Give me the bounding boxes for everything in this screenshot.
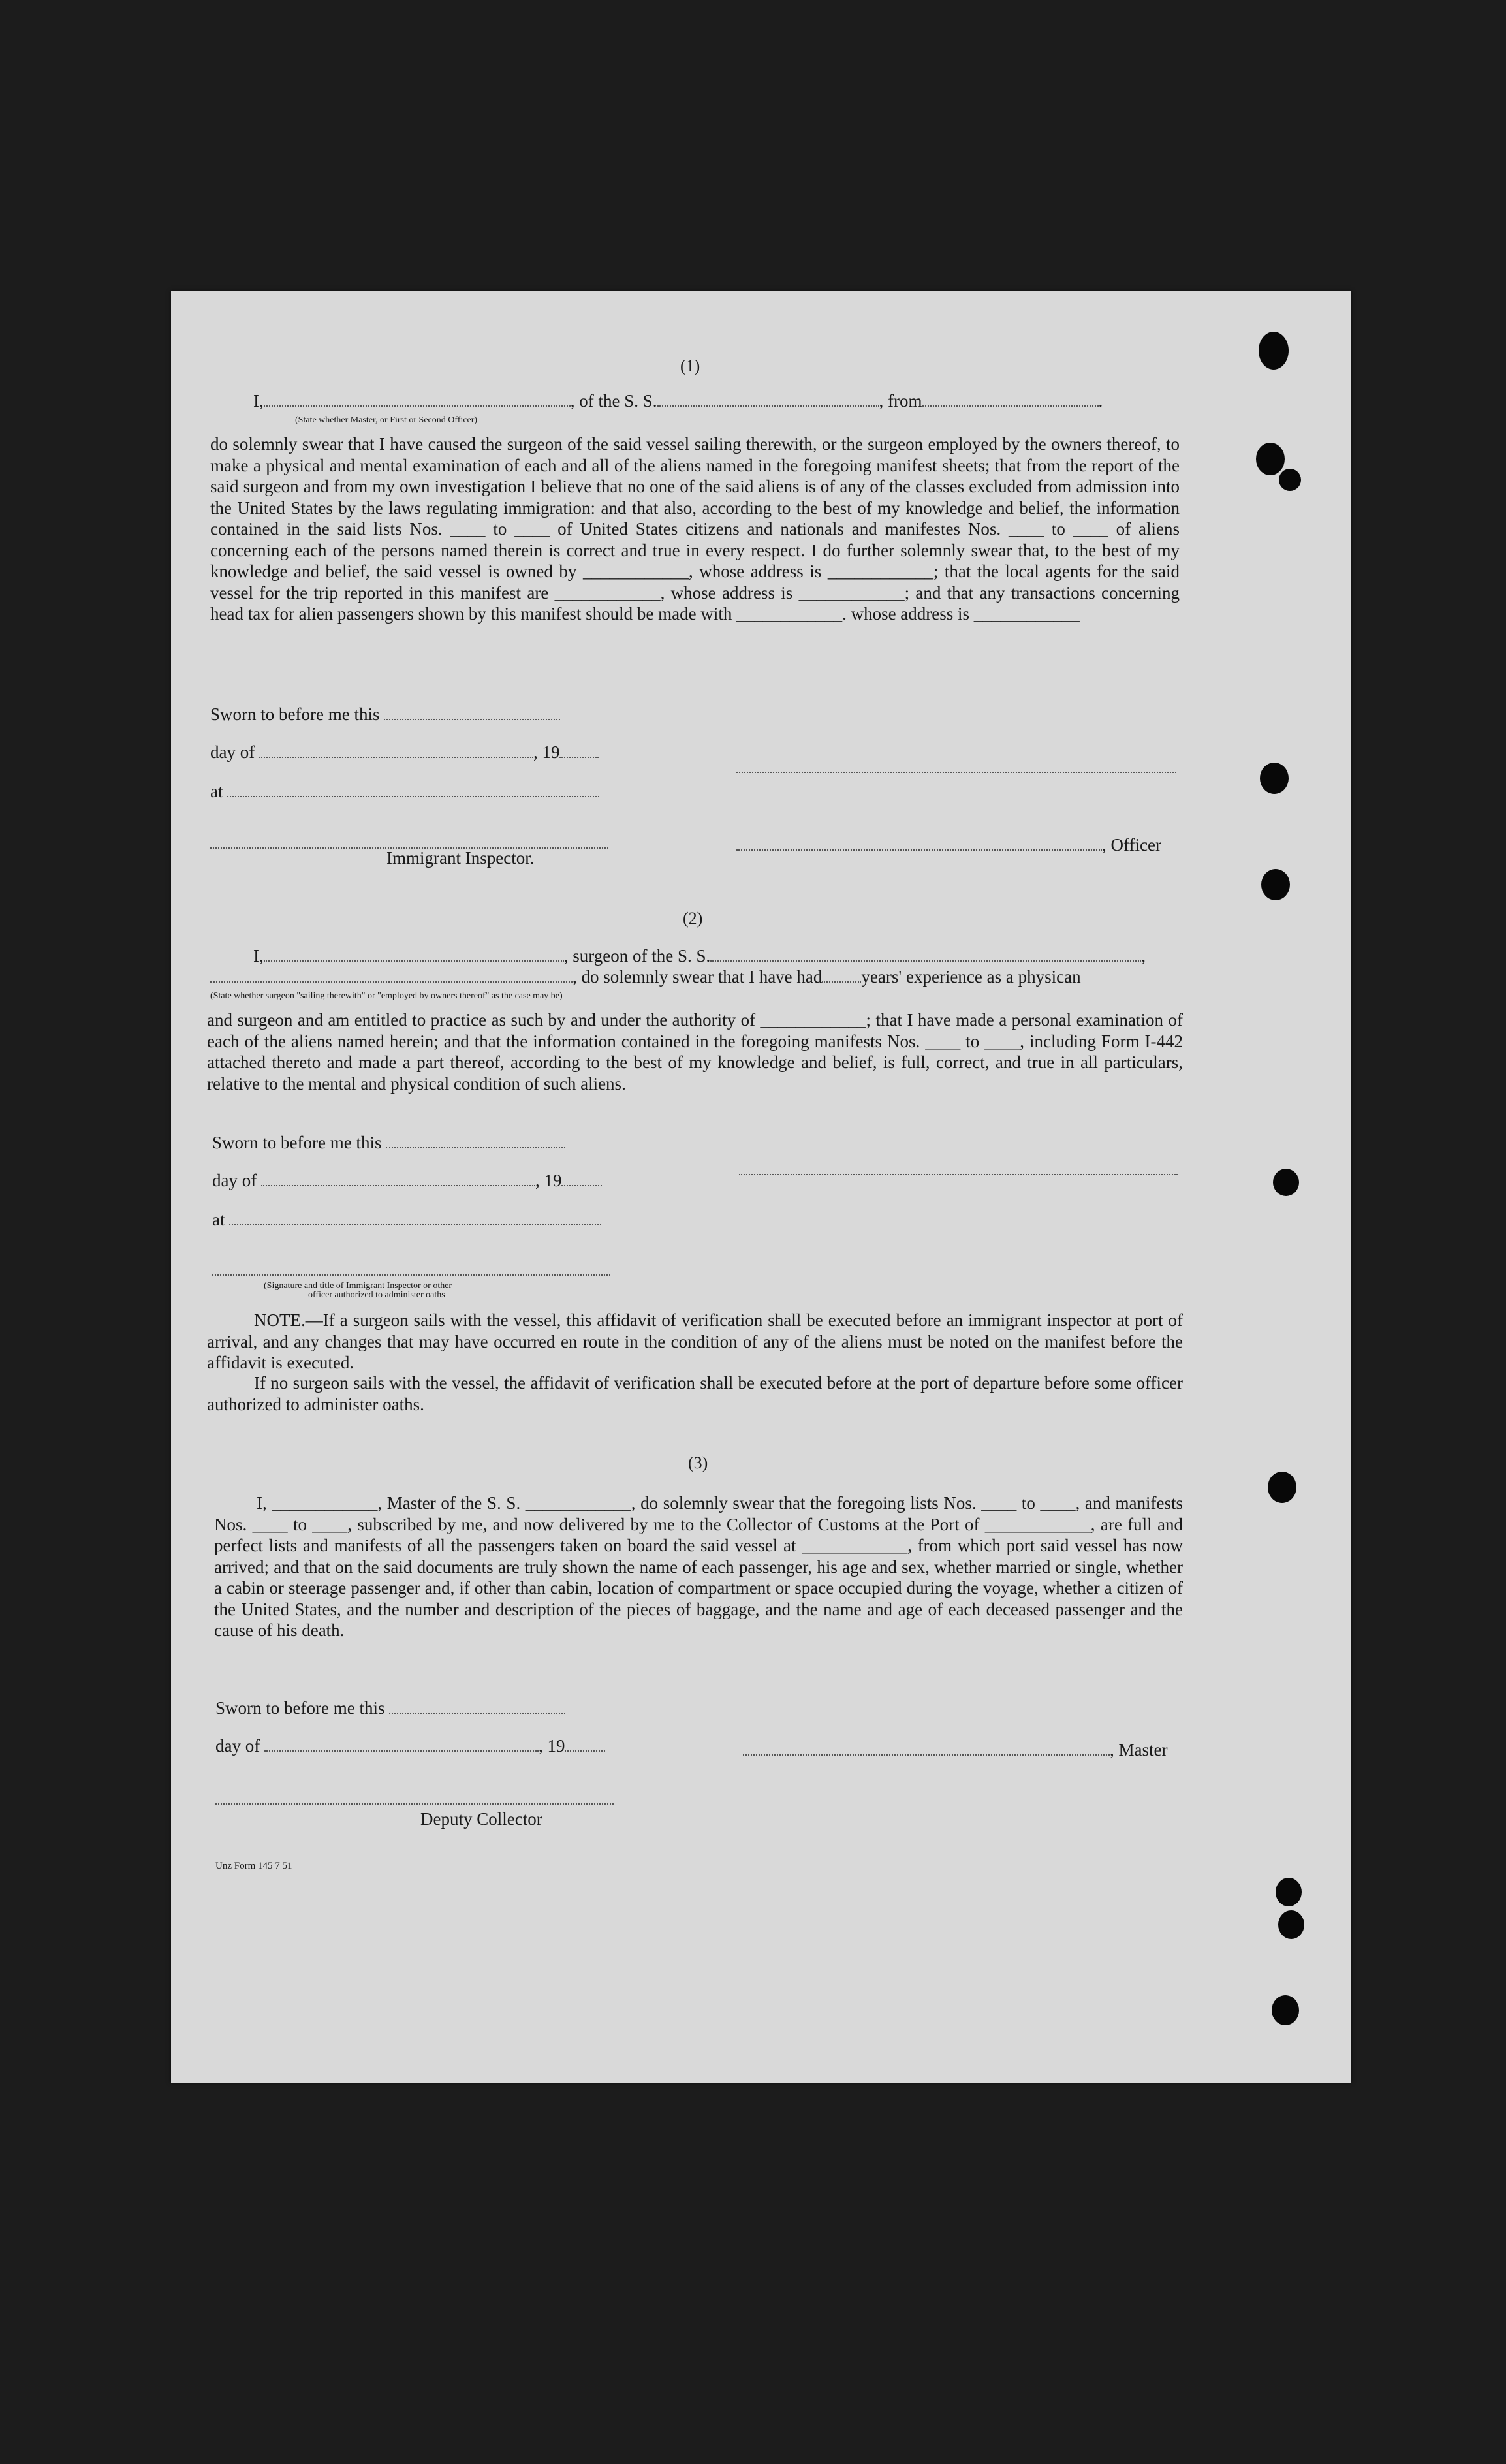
punch-hole [1259, 332, 1289, 370]
s2-inspector-line [212, 1274, 610, 1276]
s3-oath-paragraph: I, ____________, Master of the S. S. ____________, do solemnly swear that the foregoing lists Nos. ____ to ____, and manifests Nos. ____ to ____, subscribed by me, and now delivered by me to the Collector of Customs at the Port of ____________, are full and perfect lists and manifests of all the passengers taken on board the said vessel at ____________, from which port said vessel has now arrived; and that on the said documents are truly shown the name of each passenger, his age and sex, whether married or single, whether a cabin or steerage passenger and, if other than cabin, location of compartment or space occupied during the voyage, whether a citizen of the United States, and the number and description of the pieces of baggage, and the name and age of each deceased passenger and the cause of his death. [214, 1493, 1183, 1640]
s2-signature-line [739, 1174, 1178, 1175]
s3-master-line: , Master [743, 1739, 1167, 1760]
form-number: Unz Form 145 7 51 [215, 1861, 292, 1871]
s1-signature-line [736, 772, 1176, 773]
punch-hole [1279, 469, 1301, 491]
s2-surgeon-note: (State whether surgeon "sailing therewith" or "employed by owners thereof" as the case may be) [210, 991, 563, 1001]
punch-hole [1260, 763, 1289, 794]
s2-sig-caption-2: officer authorized to administer oaths [308, 1290, 445, 1300]
s1-officer-line: , Officer [736, 834, 1161, 855]
s2-line-1: I, , surgeon of the S. S. , [253, 946, 1146, 966]
s2-sig-caption-1: (Signature and title of Immigrant Inspector or other [264, 1281, 452, 1291]
s1-oath-paragraph: do solemnly swear that I have caused the surgeon of the said vessel sailing therewith, or the surgeon employed by the owners thereof, to make a physical and mental examination of each and all of the aliens named in the foregoing manifest sheets; that from the report of the said surgeon and from my own investigation I believe that no one of the said aliens is of any of the classes excluded from admission into the United States by the laws regulating immigration: and that also, according to the best of my knowledge and belief, the information contained in the said lists Nos. ____ to ____ of United States citizens and nationals and manifestes Nos. ____ to ____ of aliens concerning each of the persons named therein is correct and true in every respect. I do further solemnly swear that, to the best of my knowledge and belief, the said vessel is owned by ____________, whose address is ____________; that the local agents for the said vessel for the trip reported in this manifest are ____________, whose address is ____________; and that any transactions concerning head tax for alien passengers shown by this manifest should be made with ____________. whose address is ____________ [210, 434, 1180, 624]
punch-hole [1276, 1878, 1302, 1906]
s1-inspector-label: Immigrant Inspector. [386, 848, 535, 868]
s2-oath-paragraph: and surgeon and am entitled to practice as such by and under the authority of ____________; that I have made a personal examination of each of the aliens named herein; and that the information contained in the foregoing manifests Nos. ____ to ____, including Form I-442 attached thereto and made a part thereof, according to the best of my knowledge and belief, is full, correct, and true in all particulars, relative to the mental and physical condition of such aliens. [207, 1010, 1183, 1094]
s1-line-1: I, , of the S. S. , from . [253, 391, 1103, 411]
s2-day-of: day of , 19 [212, 1170, 602, 1191]
s2-note-2: If no surgeon sails with the vessel, the affidavit of verification shall be executed before at the port of departure before some officer authorized to administer oaths. [207, 1373, 1183, 1414]
s1-officer-note: (State whether Master, or First or Second Officer) [295, 415, 478, 425]
s3-sworn: Sworn to before me this [215, 1698, 565, 1718]
s3-collector-label: Deputy Collector [420, 1809, 542, 1829]
punch-hole [1272, 1995, 1299, 2025]
punch-hole [1268, 1472, 1296, 1503]
s1-sworn: Sworn to before me this [210, 704, 560, 725]
s1-day-of: day of , 19 [210, 742, 599, 763]
s2-line-2: , do solemnly swear that I have had years' experience as a physican [210, 966, 1081, 987]
s1-at: at [210, 781, 599, 802]
s2-note-1: NOTE.—If a surgeon sails with the vessel, this affidavit of verification shall be executed before an immigrant inspector at port of arrival, and any changes that may have occurred en route in the condition of any of the aliens must be noted on the manifest before the affidavit is executed. [207, 1310, 1183, 1372]
section-3-number: (3) [688, 1453, 708, 1472]
s2-at: at [212, 1209, 601, 1230]
section-1-number: (1) [680, 356, 700, 375]
s3-collector-line [215, 1803, 614, 1805]
punch-hole [1278, 1910, 1304, 1939]
s2-sworn: Sworn to before me this [212, 1132, 565, 1153]
punch-hole [1273, 1169, 1299, 1196]
punch-hole [1256, 443, 1285, 475]
punch-hole [1261, 869, 1290, 900]
section-2-number: (2) [683, 909, 703, 928]
manifest-affidavit-page [171, 291, 1351, 2083]
s3-day-of: day of , 19 [215, 1735, 605, 1756]
